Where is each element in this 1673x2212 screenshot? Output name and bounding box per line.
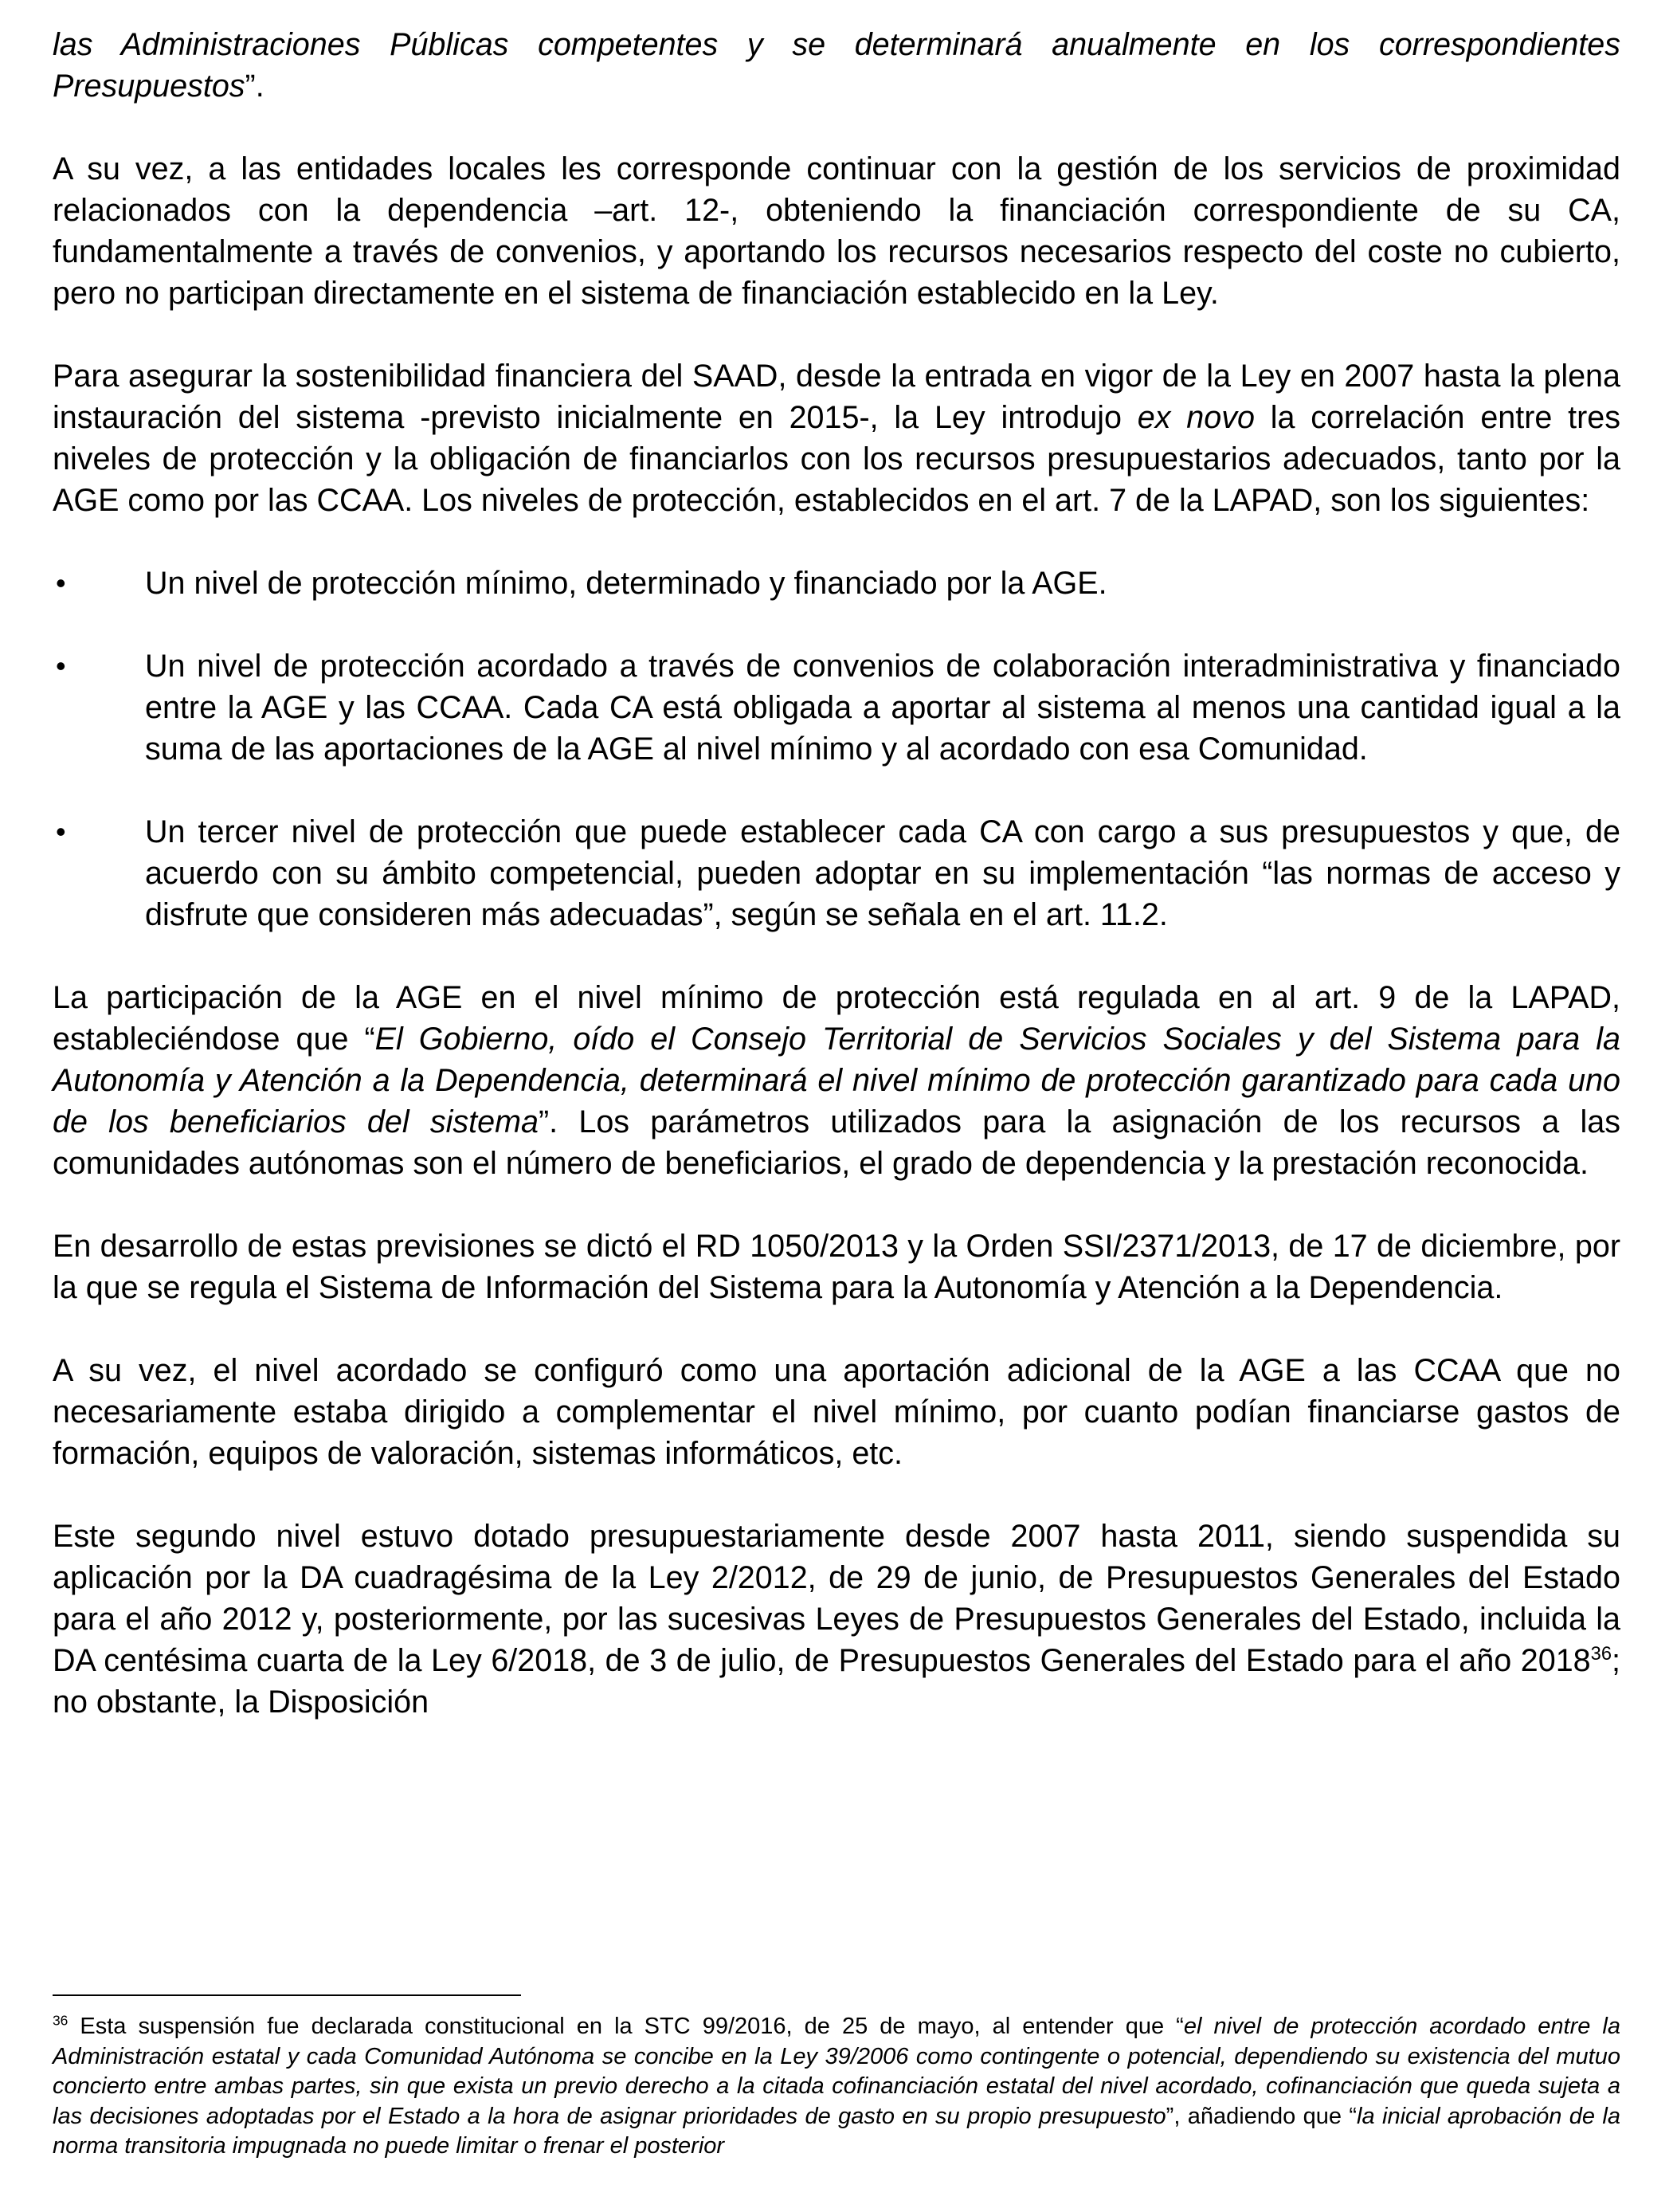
text-run: A su vez, a las entidades locales les corresponde continuar con la gestión de los servicios de proximidad relacionados con la dependencia –art. 12-, obteniendo la financiación correspondiente de su CA, fundamentalmente a través de convenios, y aportando los recursos necesarios respecto del coste no cubierto, pero no participan directamente en el sistema de financiación establecido en la Ley. <box>53 151 1620 311</box>
paragraph-segundo-nivel <box>53 1516 1620 1723</box>
list-item <box>53 811 1620 935</box>
text-run: Esta suspensión fue declarada constitucional en la STC 99/2016, de 25 de mayo, al entender que “ <box>68 2014 1184 2039</box>
text-run: Para asegurar la sostenibilidad financiera del SAAD, desde la entrada en vigor de la Ley en 2007 hasta la plena instauración del sistema -previsto inicialmente en 2015-, la Ley introdujo <box>53 359 1620 435</box>
text-run: ; no obstante, la Disposición <box>53 1643 1620 1720</box>
text-run: ”. <box>245 69 264 104</box>
paragraph-nivel-acordado <box>53 1350 1620 1474</box>
bullet-icon: • <box>56 649 66 682</box>
footnote-ref: 36 <box>53 2012 69 2029</box>
footnote-ref: 36 <box>1590 1643 1612 1665</box>
list-item <box>53 563 1620 604</box>
text-run: A su vez, el nivel acordado se configuró como una aportación adicional de la AGE a las CCAA que no necesariamente estaba dirigido a complementar el nivel mínimo, por cuanto podían financiarse gastos de formación, equipos de valoración, sistemas informáticos, etc. <box>53 1353 1620 1471</box>
text-run: la correlación entre tres niveles de protección y la obligación de financiarlos con los recursos presupuestarios adecuados, tanto por la AGE como por las CCAA. Los niveles de protección, establecidos en el art. 7 de la LAPAD, son los siguientes: <box>53 400 1620 518</box>
text-run: ”. Los parámetros utilizados para la asignación de los recursos a las comunidades autónomas son el número de beneficiarios, el grado de dependencia y la prestación reconocida. <box>53 1104 1620 1181</box>
list-item-text: Un nivel de protección acordado a través de convenios de colaboración interadministrativa y financiado entre la AGE y las CCAA. Cada CA está obligada a aportar al sistema al menos una cantidad igual a la suma de las aportaciones de la AGE al nivel mínimo y al acordado con esa Comunidad. <box>145 649 1620 767</box>
protection-levels-list <box>53 563 1620 935</box>
text-run: ”, añadiendo que “ <box>1166 2103 1358 2129</box>
bullet-icon: • <box>56 567 66 599</box>
italic-text: las Administraciones Públicas competentes y se determinará anualmente en los correspondientes Presupuestos <box>53 27 1620 104</box>
text-run: En desarrollo de estas previsiones se dictó el RD 1050/2013 y la Orden SSI/2371/2013, de 17 de diciembre, por la que se regula el Sistema de Información del Sistema para la Autonomía y Atención a la Dependencia. <box>53 1229 1620 1305</box>
italic-text: la inicial aprobación de la norma transitoria impugnada no puede limitar o frenar el posterior <box>53 2103 1620 2159</box>
paragraph-sostenibilidad <box>53 355 1620 521</box>
list-item <box>53 645 1620 770</box>
italic-text: El Gobierno, oído el Consejo Territorial de Servicios Sociales y del Sistema para la Autonomía y Atención a la Dependencia, determinará el nivel mínimo de protección garantizado para cada uno de los beneficiarios del sistema <box>53 1022 1620 1139</box>
paragraph-nivel-minimo <box>53 977 1620 1184</box>
paragraph-entidades-locales <box>53 148 1620 314</box>
text-run: La participación de la AGE en el nivel mínimo de protección está regulada en al art. 9 de la LAPAD, estableciéndose que “ <box>53 980 1620 1057</box>
italic-text: ex novo <box>1137 400 1255 435</box>
list-item-text: Un nivel de protección mínimo, determinado y financiado por la AGE. <box>145 566 1107 601</box>
paragraph-desarrollo <box>53 1226 1620 1308</box>
footnote-separator <box>53 1994 521 1996</box>
text-run: Este segundo nivel estuvo dotado presupuestariamente desde 2007 hasta 2011, siendo suspendida su aplicación por la DA cuadragésima de la Ley 2/2012, de 29 de junio, de Presupuestos Generales del Estado para el año 2012 y, posteriormente, por las sucesivas Leyes de Presupuestos Generales del Estado, incluida la DA centésima cuarta de la Ley 6/2018, de 3 de julio, de Presupuestos Generales del Estado para el año 2018 <box>53 1519 1620 1678</box>
list-item-text: Un tercer nivel de protección que puede establecer cada CA con cargo a sus presupuestos y que, de acuerdo con su ámbito competencial, pueden adoptar en su implementación “las normas de acceso y disfrute que consideren más adecuadas”, según se señala en el art. 11.2. <box>145 814 1620 932</box>
footnote-36 <box>53 2012 1620 2162</box>
bullet-icon: • <box>56 815 66 848</box>
italic-text: el nivel de protección acordado entre la Administración estatal y cada Comunidad Autónoma se concibe en la Ley 39/2006 como contingente o potencial, dependiendo su existencia del mutuo concierto entre ambas partes, sin que exista un previo derecho a la citada cofinanciación estatal del nivel acordado, cofinanciación que queda sujeta a las decisiones adoptadas por el Estado a la hora de asignar prioridades de gasto en su propio presupuesto <box>53 2014 1620 2129</box>
paragraph-presupuestos-quote <box>53 24 1620 107</box>
